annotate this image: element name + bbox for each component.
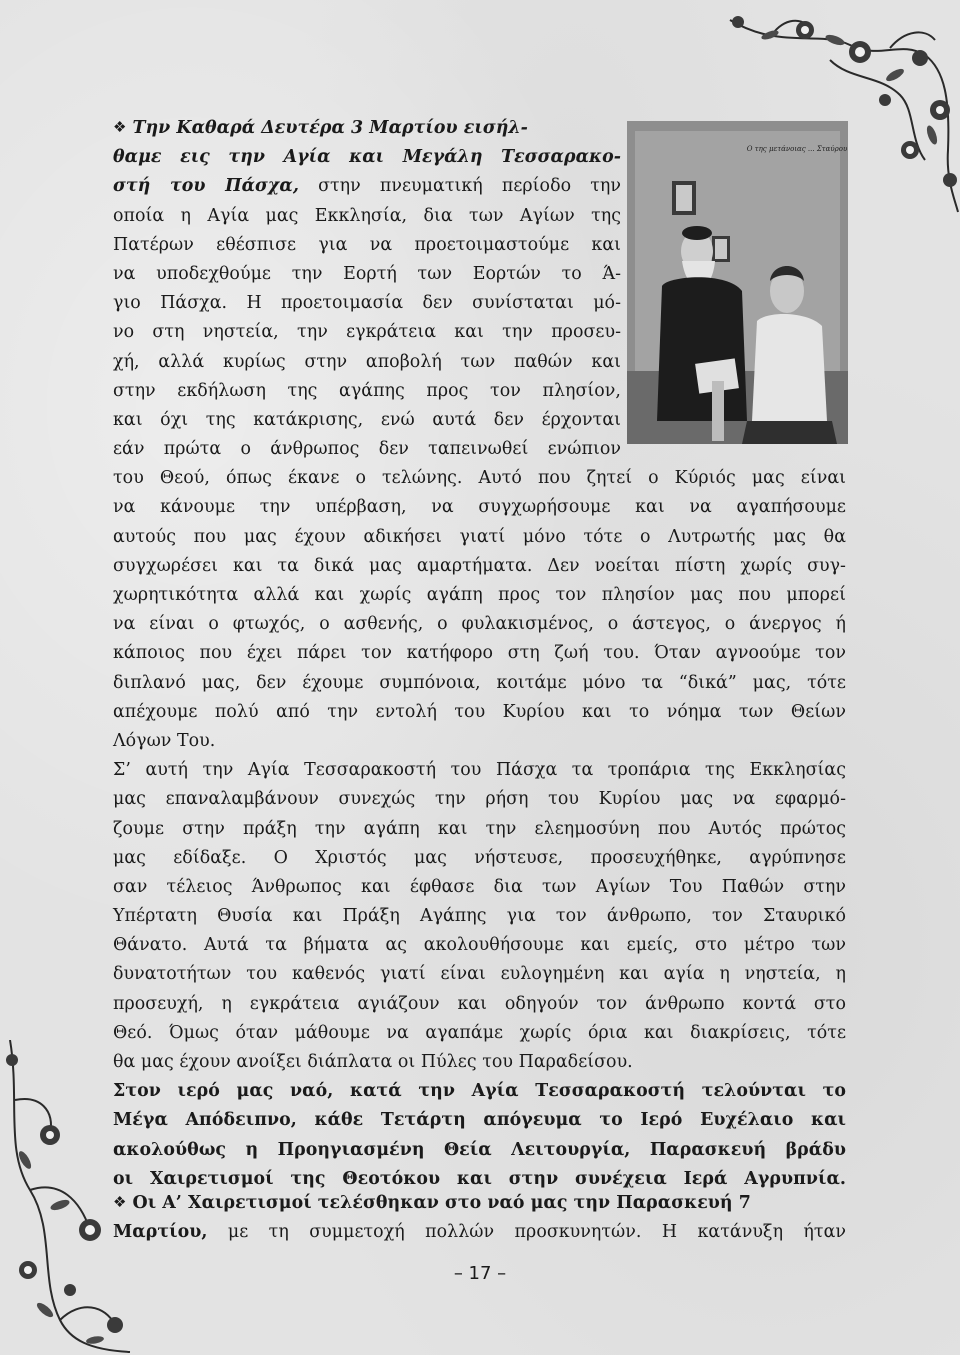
paragraph-line [113,1218,846,1247]
paragraph-line: να είναι ο φτωχός, ο ασθενής, ο φυλακισμένος, ο άστεγος, ο άνεργος ή [113,614,846,635]
paragraph-line: απέχουμε πολύ από την εντολή του Κυρίου και το νόημα των Θείων [113,701,846,722]
page-number: – 17 – [453,1263,507,1284]
paragraph-text: με τη συμμετοχή πολλών προσκυνητών. Η κατάνυξη ήταν [207,1222,846,1243]
paragraph-line [113,114,621,143]
bold-announcement-line: Μέγα Απόδειπνο, κάθε Τετάρτη απόγευμα το Ιερό Ευχέλαιο και [113,1110,846,1131]
section-lent-beginning [113,114,846,1194]
paragraph-text: στην πνευματική περίοδο την [298,176,621,197]
paragraph-line: νο στη νηστεία, την εγκράτεια και την προσευ- [113,322,621,343]
paragraph-line: μας επαναλαμβάνουν συνεχώς την ρήση του Κυρίου μας να εφαρμό- [113,789,846,810]
paragraph-line: θα μας έχουν ανοίξει διάπλατα οι Πύλες του Παραδείσου. [113,1052,633,1072]
paragraph-line: χή, αλλά κυρίως στην αποβολή των παθών και [113,351,621,372]
paragraph-line: οποία η Αγία μας Εκκλησία, δια των Αγίων της [113,205,621,226]
bold-heading-text: Την Καθαρά Δευτέρα 3 Μαρτίου εισήλ- [132,118,528,138]
paragraph-line: κάποιος που έχει πάρει τον κατήφορο στη ζωή του. Όταν αγνοούμε τον [113,643,846,664]
paragraph-line: να κάνουμε την υπέρβαση, να συγχωρήσουμε και να αγαπήσουμε [113,497,846,518]
paragraph-line: στην εκδήλωση της αγάπης προς τον πλησίον, [113,380,621,401]
paragraph-line: και όχι της κατάκρισης, ενώ αυτά δεν έρχονται [113,409,621,430]
paragraph-line: μας εδίδαξε. Ο Χριστός μας νήστευσε, προσευχήθηκε, αγρύπνησε [113,847,846,868]
paragraph-line: γιο Πάσχα. Η προετοιμασία δεν συνίσταται μό- [113,293,621,314]
paragraph-line: Λόγων Του. [113,730,216,751]
bold-heading-text: στή του Πάσχα, [113,176,299,197]
paragraph-line: δυνατοτήτων του καθενός γιατί είναι ευλογημένη και αγία η νηστεία, η [113,964,846,985]
paragraph-line: να υποδεχθούμε την Εορτή των Εορτών το Ά- [113,263,621,284]
bullet-diamond-icon: ❖ [113,118,127,136]
paragraph-line: αυτούς που μας έχουν αδικήσει γιατί μόνο τότε ο Λυτρωτής μας θα [113,526,846,547]
paragraph-line: συγχωρέσει και τα δικά μας αμαρτήματα. Δεν νοείται πίστη χωρίς συγ- [113,555,846,576]
paragraph-line [113,172,621,201]
painting-inscription: Ο της μετάνοιας ... Σταύρου [746,145,848,153]
paragraph-line [113,1189,846,1218]
paragraph-line: Θάνατο. Αυτά τα βήματα ας ακολουθήσουμε και εμείς, στο μέτρο των [113,935,846,956]
bold-announcement-line: ακολούθως η Προηγιασμένη Θεία Λειτουργία, Παρασκευή βράδυ [113,1139,846,1160]
paragraph-line: Πατέρων εθέσπισε για να προετοιμαστούμε και [113,234,621,255]
bold-announcement-line: οι Χαιρετισμοί της Θεοτόκου και στην συνέχεια Ιερά Αγρυπνία. [113,1168,846,1189]
bullet-diamond-icon: ❖ [113,1193,127,1211]
paragraph-line: σαν τέλειος Άνθρωπος και έφθασε δια των Αγίων Του Παθών στην [113,876,846,897]
paragraph-line: του Θεού, όπως έκανε ο τελώνης. Αυτό που ζητεί ο Κύριός μας είναι [113,468,846,489]
bold-announcement-line: Στον ιερό μας ναό, κατά την Αγία Τεσσαρακοστή τελούνται το [113,1081,846,1102]
paragraph-line: χωρητικότητα αλλά και χωρίς αγάπη προς τον πλησίον μας που μπορεί [113,585,846,605]
paragraph-line: ζουμε στην πράξη την αγάπη και την ελεημοσύνη που Αυτός πρώτος [113,818,846,839]
section-salutations [113,1189,846,1247]
paragraph-line: Σ’ αυτή την Αγία Τεσσαρακοστή του Πάσχα τα τροπάρια της Εκκλησίας [113,760,846,781]
bold-heading-text: θαμε εις την Αγία και Μεγάλη Τεσσαρακο- [113,147,621,168]
paragraph-line: εάν πρώτα ο άνθρωπος δεν ταπεινωθεί ενώπιον [113,439,621,460]
bold-heading-text: Μαρτίου, [113,1222,208,1243]
paragraph-line: διπλανό μας, δεν έχουμε συμπόνοια, κοιτάμε μόνο τα “δικά” μας, τότε [113,672,846,693]
paragraph-line: Υπέρτατη Θυσία και Πράξη Αγάπης για τον άνθρωπο, τον Σταυρικό [113,906,846,927]
bold-heading-text: Οι Α’ Χαιρετισμοί τελέσθηκαν στο ναό μας την Παρασκευή 7 [132,1193,751,1213]
paragraph-line: Θεό. Όμως όταν μάθουμε να αγαπάμε χωρίς όρια και διακρίσεις, τότε [113,1022,846,1043]
paragraph-line: προσευχή, η εγκράτεια αγιάζουν και οδηγούν τον άνθρωπο κοντά στο [113,993,846,1014]
